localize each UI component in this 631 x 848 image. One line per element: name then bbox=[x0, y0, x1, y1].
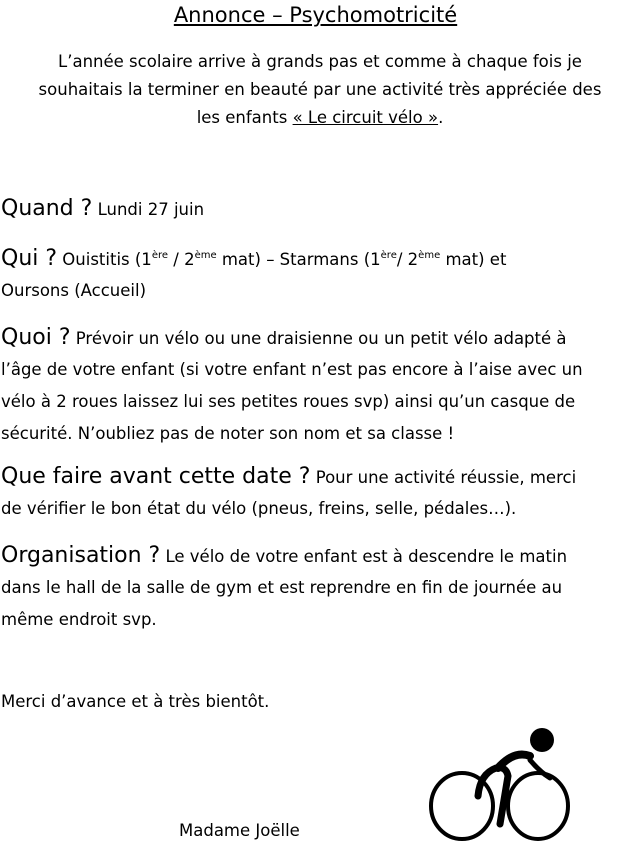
qui-part-5: mat) et bbox=[440, 250, 507, 269]
section-quand bbox=[1, 193, 204, 225]
page-title bbox=[0, 2, 631, 28]
page-title-text: Annonce – Psychomotricité bbox=[173, 3, 458, 27]
section-avant bbox=[1, 461, 576, 525]
quoi-line-2: l’âge de votre enfant (si votre enfant n’est pas encore à l’aise avec un bbox=[1, 360, 583, 379]
quoi-heading: Quoi ? bbox=[1, 325, 71, 350]
section-organisation bbox=[1, 540, 567, 636]
signature: Madame Joëlle bbox=[179, 821, 300, 840]
qui-line-1 bbox=[1, 243, 506, 275]
qui-sup-1: ère bbox=[151, 250, 169, 261]
cyclist-icon bbox=[426, 726, 574, 844]
avant-line-2: de vérifier le bon état du vélo (pneus, freins, selle, pédales…). bbox=[1, 499, 517, 518]
organisation-line-1-text: Le vélo de votre enfant est à descendre le matin bbox=[165, 547, 568, 566]
qui-sup-2: ème bbox=[194, 250, 217, 261]
intro-line-2: souhaitais la terminer en beauté par une activité très appréciée des bbox=[38, 80, 602, 99]
circuit-velo-text: « Le circuit vélo » bbox=[292, 108, 439, 127]
quoi-line-3: vélo à 2 roues laissez lui ses petites roues svp) ainsi qu’un casque de bbox=[1, 392, 576, 411]
organisation-line-3: même endroit svp. bbox=[1, 610, 157, 629]
organisation-heading: Organisation ? bbox=[1, 543, 161, 568]
intro-line-1: L’année scolaire arrive à grands pas et comme à chaque fois je bbox=[58, 52, 582, 71]
qui-sup-3: ère bbox=[380, 250, 397, 261]
section-quoi bbox=[1, 322, 583, 450]
qui-line-2: Oursons (Accueil) bbox=[1, 281, 147, 300]
avant-heading: Que faire avant cette date ? bbox=[1, 464, 311, 489]
quand-heading: Quand ? bbox=[1, 196, 93, 221]
qui-part-2: / 2 bbox=[168, 250, 195, 269]
thanks-text: Merci d’avance et à très bientôt. bbox=[1, 692, 270, 711]
qui-part-1: Ouistitis (1 bbox=[62, 250, 152, 269]
intro-line-3 bbox=[0, 104, 631, 132]
quand-text: Lundi 27 juin bbox=[97, 200, 205, 219]
avant-line-1 bbox=[1, 461, 576, 493]
qui-part-4: / 2 bbox=[396, 250, 419, 269]
qui-heading: Qui ? bbox=[1, 246, 58, 271]
qui-sup-4: ème bbox=[418, 250, 441, 261]
intro-line-3-suffix: . bbox=[438, 108, 444, 127]
avant-line-1-text: Pour une activité réussie, merci bbox=[315, 468, 577, 487]
organisation-line-2: dans le hall de la salle de gym et est reprendre en fin de journée au bbox=[1, 578, 563, 597]
quand-line bbox=[1, 193, 204, 225]
section-qui bbox=[1, 243, 506, 307]
quoi-line-1 bbox=[1, 322, 583, 354]
intro-paragraph bbox=[0, 48, 631, 132]
qui-part-3: mat) – Starmans (1 bbox=[216, 250, 381, 269]
quoi-line-4: sécurité. N’oubliez pas de noter son nom et sa classe ! bbox=[1, 424, 455, 443]
quoi-line-1-text: Prévoir un vélo ou une draisienne ou un petit vélo adapté à bbox=[75, 329, 567, 348]
organisation-line-1 bbox=[1, 540, 567, 572]
intro-line-3-prefix: les enfants bbox=[196, 108, 288, 127]
